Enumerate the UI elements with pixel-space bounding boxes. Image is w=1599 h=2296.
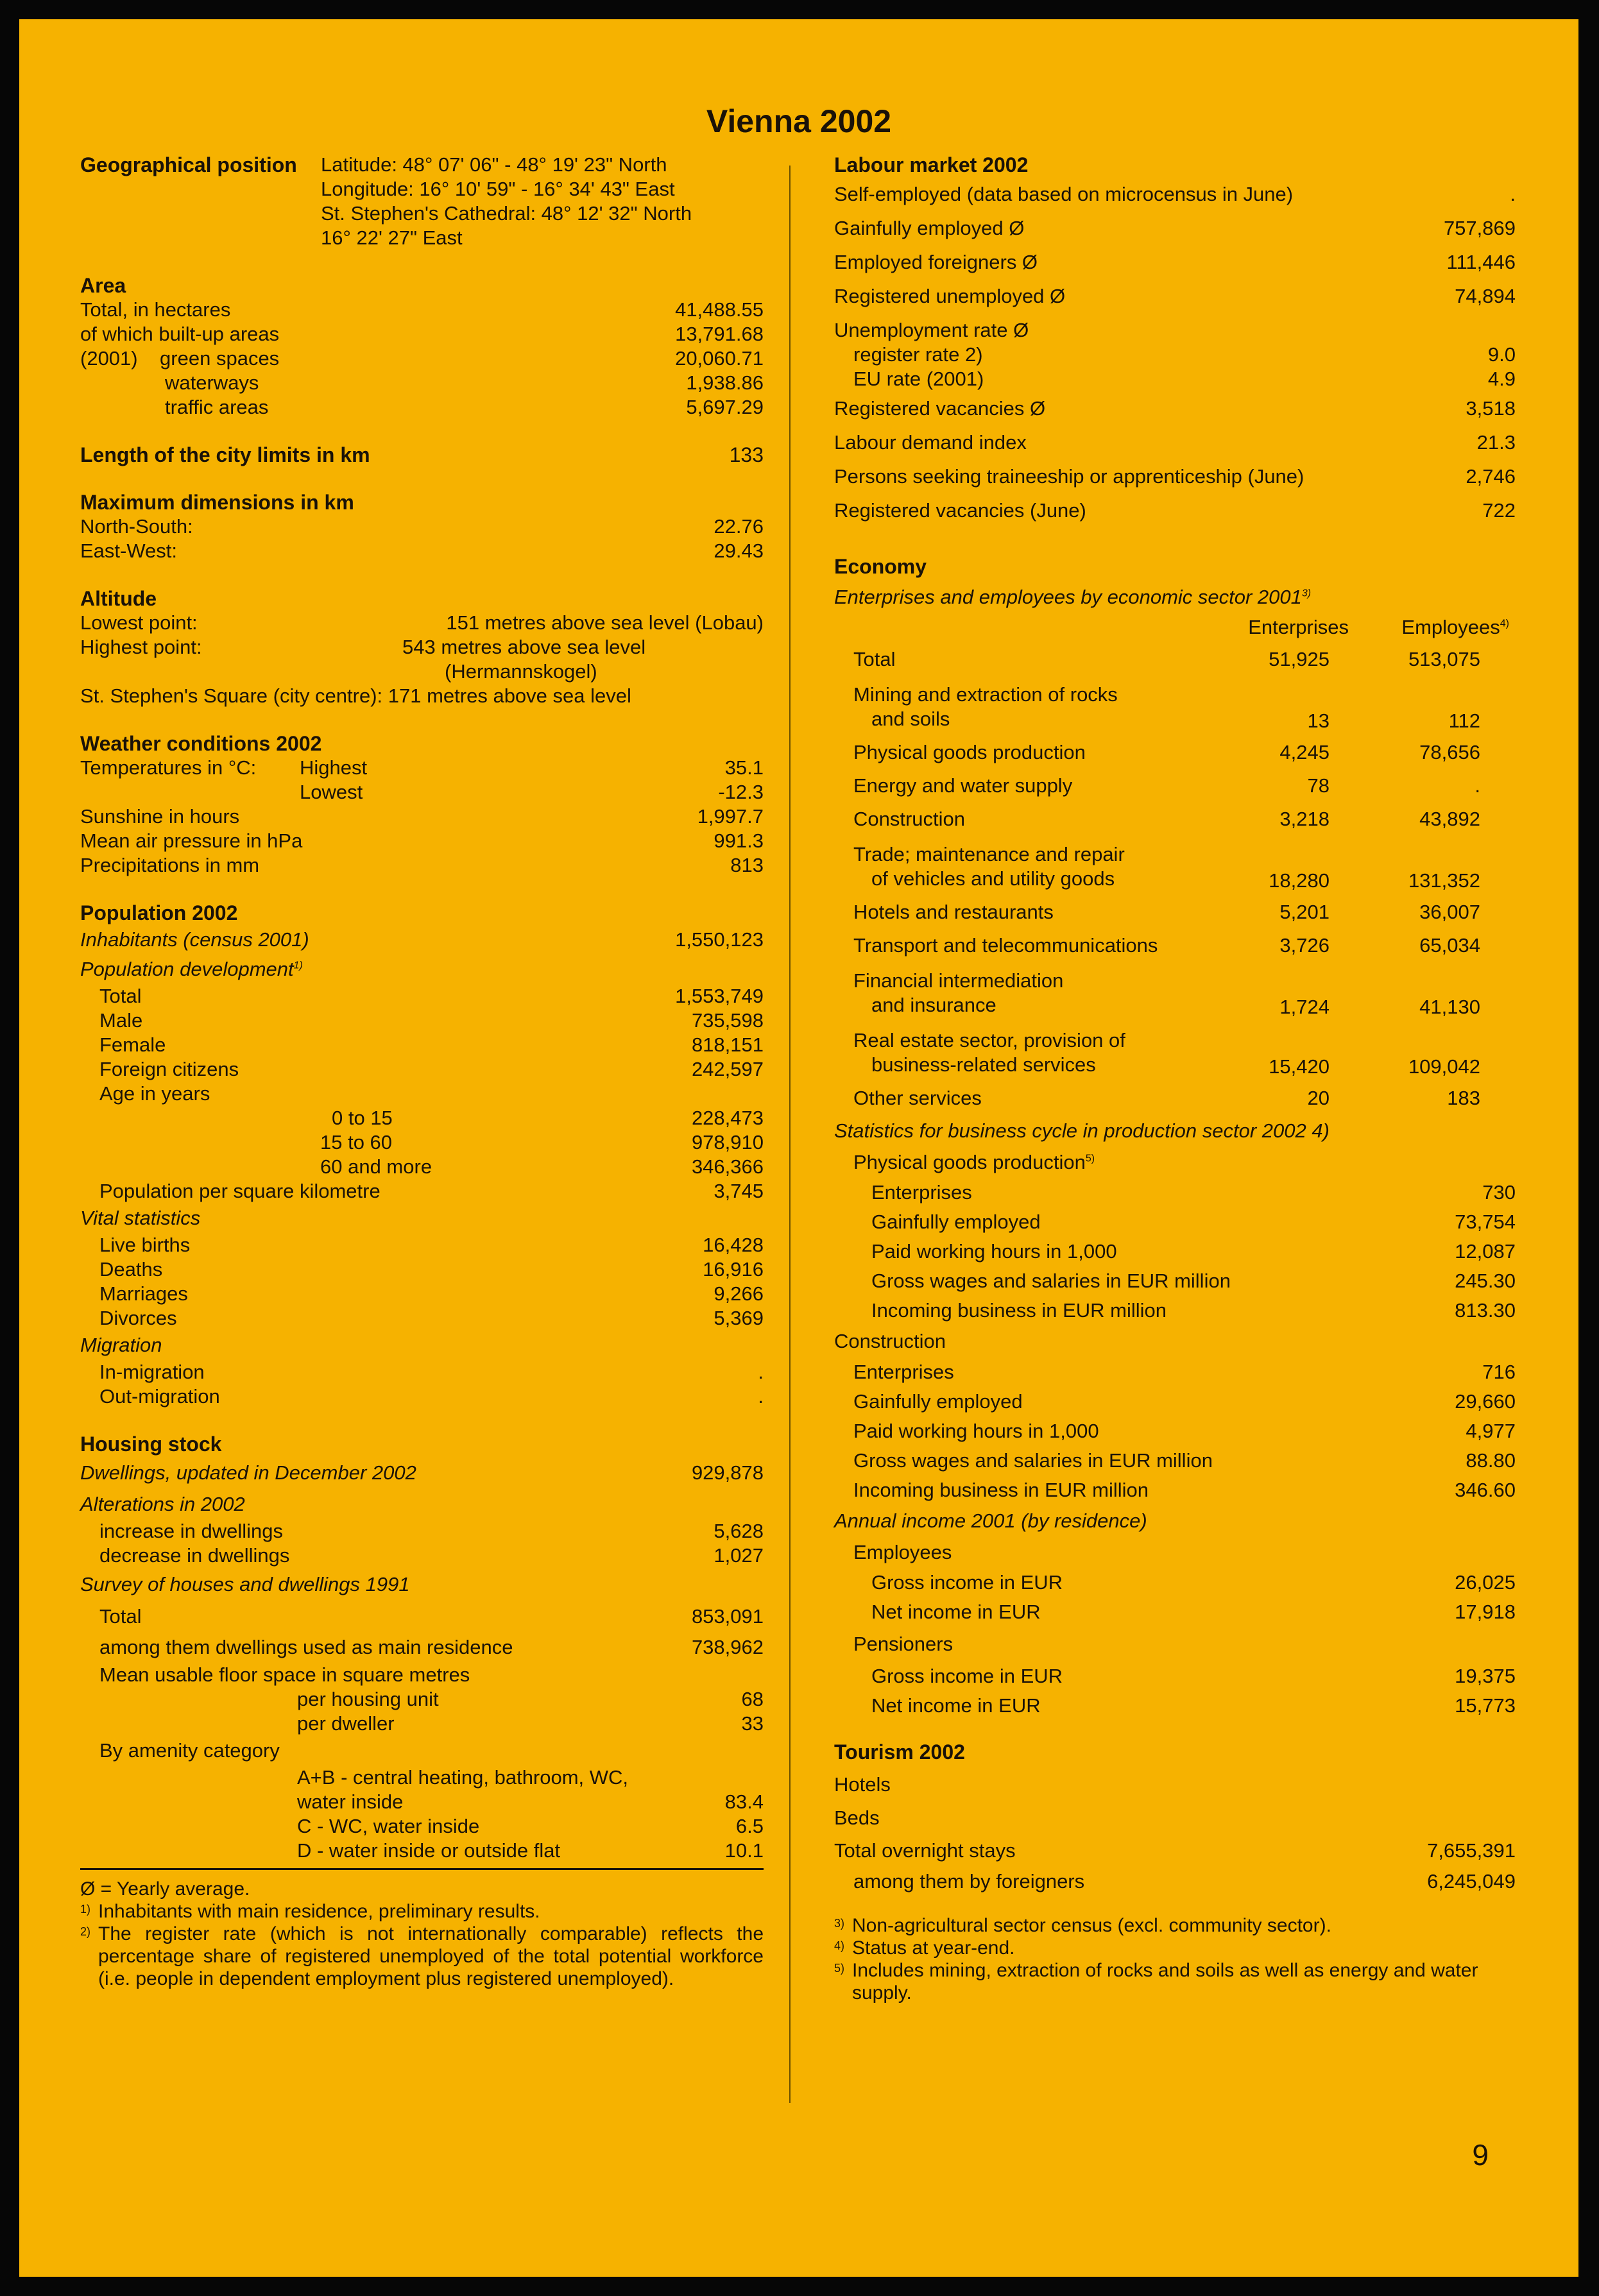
survey-row: among them dwellings used as main residence 738,962: [99, 1636, 764, 1658]
population-development-label: Population development$^{1)}$: [80, 958, 303, 980]
population-row: Total 1,553,749: [99, 985, 764, 1007]
weather-lowest: Lowest -12.3: [300, 781, 764, 803]
income-row: Gross income in EUR 19,375: [871, 1665, 1516, 1687]
alterations-label: Alterations in 2002: [80, 1493, 245, 1515]
amenity-row: C - WC, water inside 6.5: [297, 1815, 764, 1837]
geo-heading: Geographical position: [80, 153, 297, 176]
hotels-row: Hotels: [834, 1773, 891, 1796]
pensioners-label: Pensioners: [853, 1633, 953, 1655]
labour-row: Gainfully employed Ø 757,869: [834, 217, 1516, 239]
age-row: 0 to 15 228,473: [332, 1107, 764, 1129]
footnote: 2) The register rate (which is not internationally comparable) reflects the percentage share of registered unemployed of the total potential workforce (i.e. people in dependent employment plus registered unemployed).: [80, 1923, 764, 1989]
area-row: of which built-up areas 13,791.68: [80, 323, 764, 345]
cycle-row: Enterprises 730: [871, 1181, 1516, 1203]
page-title: Vienna 2002: [706, 103, 892, 139]
area-row: traffic areas 5,697.29: [165, 396, 764, 418]
weather-row: Mean air pressure in hPa 991.3: [80, 829, 764, 852]
income-row: Gross income in EUR 26,025: [871, 1571, 1516, 1594]
amenity-label: By amenity category: [99, 1739, 280, 1762]
labour-row: Registered vacancies (June) 722: [834, 499, 1516, 522]
construction-row: Incoming business in EUR million 346.60: [853, 1479, 1516, 1501]
vital-row: Divorces 5,369: [99, 1307, 764, 1329]
employees-label: Employees: [853, 1541, 952, 1563]
sector-row: Physical goods production 4,245 78,656: [853, 741, 1480, 763]
weather-highest: Temperatures in °C: Highest 35.1: [80, 756, 764, 779]
right-column: [834, 153, 1516, 2004]
unemployment-block: Unemployment rate Ø register rate 2) 9.0 EU rate (2001) 4.9: [834, 319, 1516, 390]
sector-label: Enterprises and employees by economic sector 2001$^{3)}$: [834, 586, 1312, 608]
population-row: Female 818,151: [99, 1033, 764, 1056]
physical-goods-label: Physical goods production$^{5)}$: [853, 1151, 1095, 1173]
weather-heading: Weather conditions 2002: [80, 732, 322, 755]
cycle-row: Gainfully employed 73,754: [871, 1211, 1516, 1233]
footnote: 5) Includes mining, extraction of rocks and soils as well as energy and water supply.: [834, 1960, 1478, 2003]
labour-row: Self-employed (data based on microcensus in June) .: [834, 183, 1516, 205]
construction-row: Paid working hours in 1,000 4,977: [853, 1420, 1516, 1442]
housing-heading: Housing stock: [80, 1433, 222, 1456]
geo-line: Longitude: 16° 10' 59" - 16° 34' 43" East: [321, 178, 675, 200]
beds-row: Beds: [834, 1807, 880, 1829]
sector-row: Other services 20 183: [853, 1087, 1480, 1109]
business-cycle-label: Statistics for business cycle in production sector 2002 4): [834, 1119, 1330, 1142]
dimension-row: North-South: 22.76: [80, 515, 764, 538]
area-row: (2001) green spaces 20,060.71: [80, 347, 764, 370]
altitude-highest: Highest point: 543 metres above sea level: [80, 636, 646, 658]
sector-row: Real estate sector, provision of business-related services 15,420 109,042: [853, 1029, 1480, 1078]
left-footnotes: [80, 1878, 764, 1990]
cycle-row: Incoming business in EUR million 813.30: [871, 1299, 1516, 1322]
footnote: 1) Inhabitants with main residence, preliminary results.: [80, 1901, 540, 1922]
geo-lines: [321, 153, 692, 250]
dimension-row: East-West: 29.43: [80, 540, 764, 562]
footnote: 3) Non-agricultural sector census (excl. community sector).: [834, 1915, 1331, 1936]
geo-line: 16° 22' 27" East: [321, 226, 463, 249]
footnote-rule: [80, 1868, 764, 1870]
cycle-row: Gross wages and salaries in EUR million 245.30: [871, 1270, 1516, 1292]
amenity-row: D - water inside or outside flat 10.1: [297, 1839, 764, 1862]
alteration-row: increase in dwellings 5,628: [99, 1520, 764, 1542]
tourism-row: among them by foreigners 6,245,049: [853, 1870, 1516, 1892]
survey-row: Total 853,091: [99, 1605, 764, 1628]
right-footnotes: [834, 1914, 1516, 2004]
vital-row: Live births 16,428: [99, 1234, 764, 1256]
labour-row: Registered unemployed Ø 74,894: [834, 285, 1516, 307]
document-page: [19, 19, 1578, 2277]
migration-label: Migration: [80, 1334, 162, 1356]
income-row: Net income in EUR 15,773: [871, 1694, 1516, 1717]
economy-heading: Economy: [834, 555, 927, 578]
floor-space-label: Mean usable floor space in square metres: [99, 1663, 470, 1686]
alteration-row: decrease in dwellings 1,027: [99, 1544, 764, 1567]
construction-row: Gainfully employed 29,660: [853, 1390, 1516, 1413]
age-row: 60 and more 346,366: [320, 1155, 764, 1178]
migration-row: Out-migration .: [99, 1385, 764, 1407]
area-heading: Area: [80, 274, 126, 297]
construction-row: Enterprises 716: [853, 1361, 1516, 1383]
income-row: Net income in EUR 17,918: [871, 1601, 1516, 1623]
population-row: Male 735,598: [99, 1009, 764, 1032]
migration-row: In-migration .: [99, 1361, 764, 1383]
sector-row: Trade; maintenance and repair of vehicles and utility goods 18,280 131,352: [853, 843, 1480, 892]
inhabitants-row: Inhabitants (census 2001) 1,550,123: [80, 928, 764, 951]
construction-label: Construction: [834, 1330, 946, 1352]
unemployment-row: register rate 2) 9.0: [853, 343, 1516, 366]
population-row: Foreign citizens 242,597: [99, 1058, 764, 1080]
geo-line: Latitude: 48° 07' 06" - 48° 19' 23" North: [321, 153, 667, 176]
sector-row: Transport and telecommunications 3,726 65,034: [853, 934, 1480, 957]
yearly-average-note: Ø = Yearly average.: [80, 1878, 250, 1900]
age-label: Age in years: [99, 1082, 210, 1105]
weather-row: Precipitations in mm 813: [80, 854, 764, 876]
density-row: Population per square kilometre 3,745: [99, 1180, 764, 1202]
area-row: waterways 1,938.86: [165, 371, 764, 394]
amenity-row: A+B - central heating, bathroom, WC, water inside 83.4: [297, 1766, 764, 1813]
area-row: Total, in hectares 41,488.55: [80, 298, 764, 321]
sector-row: Financial intermediation and insurance 1,724 41,130: [853, 969, 1480, 1018]
weather-row: Sunshine in hours 1,997.7: [80, 805, 764, 828]
unemployment-row: EU rate (2001) 4.9: [853, 368, 1516, 390]
vital-row: Marriages 9,266: [99, 1282, 764, 1305]
annual-income-label: Annual income 2001 (by residence): [834, 1509, 1147, 1532]
tourism-heading: Tourism 2002: [834, 1740, 965, 1764]
sector-row: Energy and water supply 78 .: [853, 774, 1480, 797]
altitude-lowest: Lowest point: 151 metres above sea level (Lobau): [80, 611, 764, 634]
labour-row: Employed foreigners Ø 111,446: [834, 251, 1516, 273]
labour-heading: Labour market 2002: [834, 153, 1029, 176]
construction-row: Gross wages and salaries in EUR million 88.80: [853, 1449, 1516, 1472]
geo-section: [80, 153, 764, 250]
altitude-highest-note: (Hermannskogel): [445, 660, 597, 683]
labour-row: Registered vacancies Ø 3,518: [834, 397, 1516, 420]
labour-row: Labour demand index 21.3: [834, 431, 1516, 454]
column-divider: [789, 166, 791, 2103]
floor-row: per housing unit 68: [297, 1688, 764, 1710]
survey-label: Survey of houses and dwellings 1991: [80, 1573, 410, 1595]
dimensions-heading: Maximum dimensions in km: [80, 491, 354, 514]
sector-row: Mining and extraction of rocks and soils 13 112: [853, 683, 1480, 732]
geo-line: St. Stephen's Cathedral: 48° 12' 32" North: [321, 202, 692, 225]
sector-row: Total 51,925 513,075: [853, 648, 1480, 670]
footnote: 4) Status at year-end.: [834, 1937, 1015, 1959]
labour-row: Persons seeking traineeship or apprenticeship (June) 2,746: [834, 465, 1516, 488]
age-row: 15 to 60 978,910: [320, 1131, 764, 1153]
population-heading: Population 2002: [80, 901, 238, 924]
vital-row: Deaths 16,916: [99, 1258, 764, 1280]
tourism-row: Total overnight stays 7,655,391: [834, 1839, 1516, 1862]
sector-table-header: Enterprises Employees$^{4)}$: [1248, 616, 1509, 638]
page-number: 9: [1472, 2138, 1489, 2172]
vital-statistics-label: Vital statistics: [80, 1207, 201, 1229]
left-column: [80, 153, 764, 1990]
floor-row: per dweller 33: [297, 1712, 764, 1735]
dwellings-row: Dwellings, updated in December 2002 929,878: [80, 1461, 764, 1484]
city-limits-row: Length of the city limits in km 133: [80, 443, 764, 466]
sector-row: Hotels and restaurants 5,201 36,007: [853, 901, 1480, 923]
altitude-square: St. Stephen's Square (city centre): 171 metres above sea level: [80, 685, 631, 707]
sector-row: Construction 3,218 43,892: [853, 808, 1480, 830]
altitude-heading: Altitude: [80, 587, 157, 610]
cycle-row: Paid working hours in 1,000 12,087: [871, 1240, 1516, 1263]
